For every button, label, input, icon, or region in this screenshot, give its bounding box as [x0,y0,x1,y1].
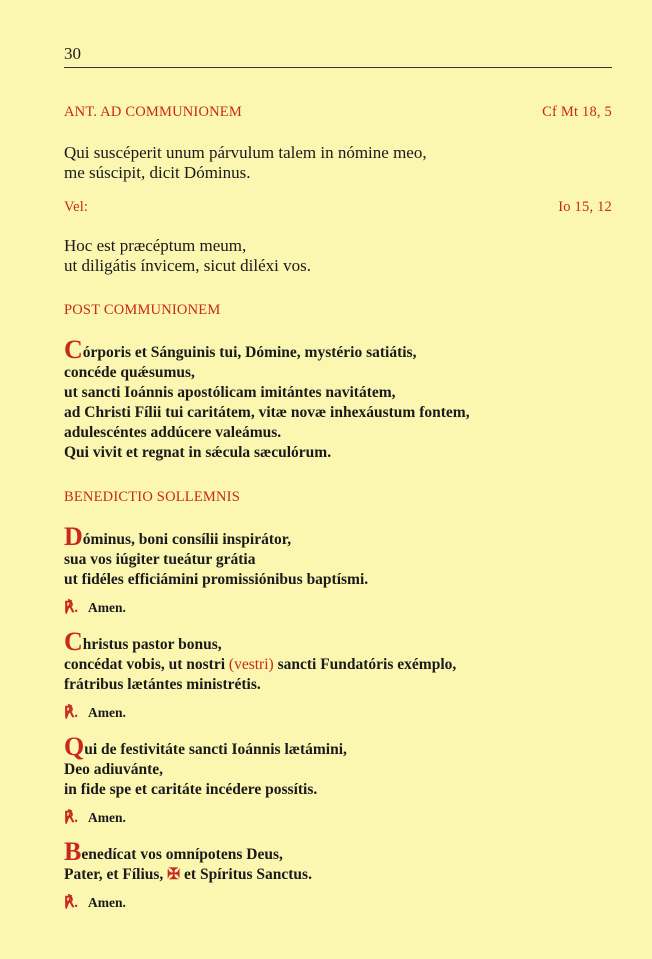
response-symbol: ℟. [64,705,79,721]
blessing-heading: BENEDICTIO SOLLEMNIS [64,489,240,505]
page-number: 30 [64,44,81,63]
post-communion-first-line: Córporis et Sánguinis tui, Dómine, mystério satiátis, [64,335,417,364]
communion-antiphon-heading-row [64,104,612,121]
alternative-heading-row [64,199,612,216]
communion-antiphon-reference: Cf Mt 18, 5 [542,104,612,120]
blessing-stanza-2-line-2: concédat vobis, ut nostri (vestri) sancti Fundatóris exémplo, [64,656,457,673]
drop-cap: C [64,335,83,364]
drop-cap: Q [64,732,85,761]
antiphon-line: me súscipit, dicit Dóminus. [64,163,251,182]
communion-antiphon-heading: ANT. AD COMMUNIONEM [64,104,242,120]
drop-cap: C [64,627,83,656]
cross-icon: ✠ [167,866,181,883]
alternative-label: Vel: [64,199,89,215]
blessing-stanza-1-line: sua vos iúgiter tueátur grátia [64,551,256,568]
blessing-stanza-3-line-1: Qui de festivitáte sancti Ioánnis lætámini, [64,732,347,761]
antiphon-line: Qui suscéperit unum párvulum talem in nómine meo, [64,143,427,162]
blessing-stanza-4-line-1: Benedícat vos omnípotens Deus, [64,837,283,866]
alternative-line: ut diligátis ínvicem, sicut diléxi vos. [64,256,311,275]
post-communion-heading-row [64,302,612,319]
blessing-heading-row [64,489,612,506]
blessing-stanza-3-line: Deo adiuvánte, [64,761,164,778]
response-symbol: ℟. [64,810,79,826]
response-symbol: ℟. [64,600,79,616]
page-content [64,104,612,912]
blessing-stanza-2-line-1: Christus pastor bonus, [64,627,222,656]
blessing-stanza-3-line: in fide spe et caritáte incédere possítis. [64,781,318,798]
alternative-word: (vestri) [228,656,274,673]
blessing-stanza-1-line-1: Dóminus, boni consílii inspirátor, [64,522,292,551]
response-amen: ℟. Amen. [64,895,126,911]
blessing-stanza-4-line-2: Pater, et Fílius, ✠ et Spíritus Sanctus. [64,866,312,883]
response-amen: ℟. Amen. [64,810,126,826]
response-symbol: ℟. [64,895,79,911]
drop-cap: D [64,522,83,551]
drop-cap: B [64,837,82,866]
post-communion-line: ad Christi Fílii tui caritátem, vitæ novæ inhexáustum fontem, [64,404,470,421]
alternative-line: Hoc est præcéptum meum, [64,236,247,255]
alternative-reference: Io 15, 12 [558,199,612,215]
post-communion-line: Qui vivit et regnat in sǽcula sæculórum. [64,444,332,461]
response-amen: ℟. Amen. [64,600,126,616]
post-communion-heading: POST COMMUNIONEM [64,302,221,318]
post-communion-line: concéde quǽsumus, [64,364,195,381]
post-communion-line: ut sancti Ioánnis apostólicam imitántes navitátem, [64,384,396,401]
header-rule [64,67,612,68]
blessing-stanza-1-line: ut fidéles efficiámini promissiónibus baptísmi. [64,571,369,588]
response-amen: ℟. Amen. [64,705,126,721]
post-communion-line: adulescéntes addúcere valeámus. [64,424,282,441]
blessing-stanza-2-line-3: frátribus lætántes ministrétis. [64,676,261,693]
